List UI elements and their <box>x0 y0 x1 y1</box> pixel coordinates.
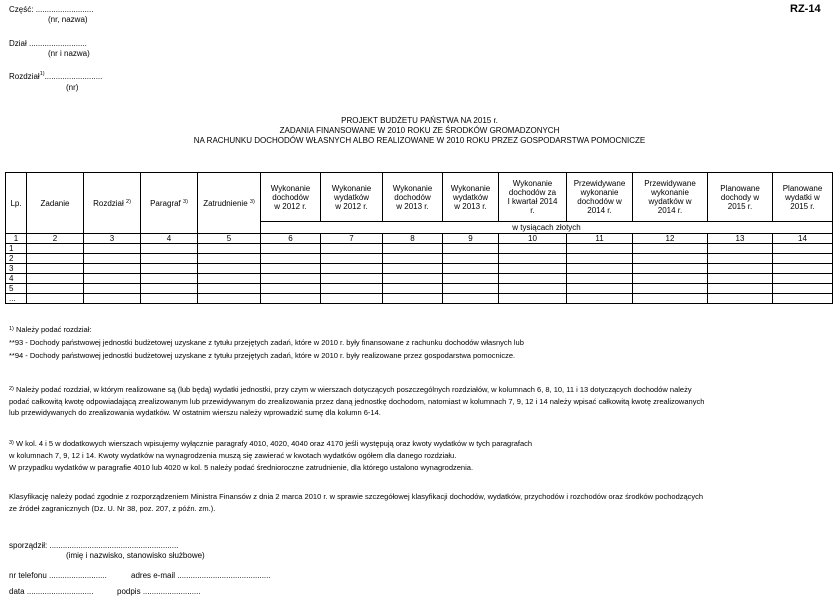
dzial-dots: .......................... <box>29 39 87 48</box>
table-cell[interactable] <box>443 284 499 294</box>
table-row <box>6 244 833 254</box>
table-row <box>6 264 833 274</box>
table-cell[interactable] <box>84 274 141 284</box>
dzial-label: Dział <box>9 39 27 48</box>
rozdzial-hint: (nr) <box>66 83 79 92</box>
col-number: 2 <box>27 234 84 244</box>
table-cell[interactable] <box>383 254 443 264</box>
table-cell[interactable] <box>84 264 141 274</box>
table-cell[interactable] <box>633 294 708 304</box>
table-cell[interactable] <box>633 264 708 274</box>
table-cell[interactable] <box>633 284 708 294</box>
note-3-line-1: $^{3)}$ W kol. 4 i 5 w dodatkowych wierszach wpisujemy wyłącznie paragrafy 4010, 4020, 4040 oraz 4170 jeśli występują oraz kwoty wydatków w tych paragrafach <box>9 439 533 448</box>
telefon-dots: .......................... <box>49 571 107 580</box>
table-cell[interactable] <box>633 274 708 284</box>
table-cell[interactable] <box>708 264 773 274</box>
col-number: 5 <box>198 234 261 244</box>
table-cell[interactable] <box>383 274 443 284</box>
col-header-zatrudnienie: Zatrudnienie $^{3)}$ <box>198 173 261 234</box>
table-cell[interactable] <box>633 254 708 264</box>
table-cell[interactable] <box>198 244 261 254</box>
table-row <box>6 284 833 294</box>
table-cell[interactable] <box>567 254 633 264</box>
podpis-dots: .......................... <box>142 587 201 596</box>
table-cell[interactable] <box>383 294 443 304</box>
row-number: 3 <box>6 264 27 274</box>
table-cell[interactable] <box>443 294 499 304</box>
table-cell[interactable] <box>198 274 261 284</box>
table-cell[interactable] <box>383 244 443 254</box>
sporzadzil-label: sporządził: <box>9 541 48 550</box>
col-number: 1 <box>6 234 27 244</box>
col-header-14: Planowane wydatki w 2015 r. <box>773 173 833 222</box>
podpis-field[interactable] <box>117 587 201 596</box>
table-cell[interactable] <box>141 254 198 264</box>
table-cell[interactable] <box>84 294 141 304</box>
table-cell[interactable] <box>27 274 84 284</box>
table-cell[interactable] <box>567 274 633 284</box>
table-cell[interactable] <box>708 244 773 254</box>
table-cell[interactable] <box>141 244 198 254</box>
row-number: ... <box>6 294 27 304</box>
table-cell[interactable] <box>141 264 198 274</box>
table-cell[interactable] <box>27 244 84 254</box>
col-number: 6 <box>261 234 321 244</box>
note-2-line-2: podać całkowitą kwotę odpowiadającą zrealizowanym lub przewidywanym do zrealizowania przez daną jednostkę dochodom, natomiast w kolumnach 7, 9, 12 i 14 należy wpisać całkowitą kwotę zrealizowanych <box>9 397 705 406</box>
data-field[interactable] <box>9 587 94 596</box>
rozdzial-label: Rozdział <box>9 72 40 81</box>
note-3-line-2: w kolumnach 7, 9, 12 i 14. Kwoty wydatków na wynagrodzenia muszą się zawierać w kwotach wydatków ogółem dla danego rozdziału. <box>9 451 457 460</box>
col-number: 10 <box>499 234 567 244</box>
table-cell[interactable] <box>321 284 383 294</box>
table-cell[interactable] <box>499 274 567 284</box>
col-header-12: Przewidywane wykonanie wydatków w 2014 r. <box>633 173 708 222</box>
table-cell[interactable] <box>708 274 773 284</box>
unit-label: w tysiącach złotych <box>261 222 833 234</box>
table-cell[interactable] <box>708 294 773 304</box>
table-row <box>6 254 833 264</box>
table-cell[interactable] <box>773 274 833 284</box>
table-cell[interactable] <box>383 284 443 294</box>
table-cell[interactable] <box>84 244 141 254</box>
table-cell[interactable] <box>499 254 567 264</box>
table-cell[interactable] <box>84 254 141 264</box>
col-number: 9 <box>443 234 499 244</box>
col-header-10: Wykonanie dochodów za I kwartał 2014 r. <box>499 173 567 222</box>
col-header-9: Wykonanie wydatków w 2013 r. <box>443 173 499 222</box>
form-code: RZ-14 <box>790 3 821 15</box>
email-label: adres e-mail <box>131 571 176 580</box>
table-cell[interactable] <box>198 264 261 274</box>
table-cell[interactable] <box>198 294 261 304</box>
col-header-6: Wykonanie dochodów w 2012 r. <box>261 173 321 222</box>
rozdzial-dots: .......................... <box>44 72 103 81</box>
table-cell[interactable] <box>773 244 833 254</box>
czesc-hint: (nr, nazwa) <box>48 15 88 24</box>
table-row <box>6 274 833 284</box>
table-cell[interactable] <box>567 284 633 294</box>
table-cell[interactable] <box>499 294 567 304</box>
row-number: 5 <box>6 284 27 294</box>
table-cell[interactable] <box>443 264 499 274</box>
row-number: 2 <box>6 254 27 264</box>
czesc-label: Część: <box>9 5 34 14</box>
table-cell[interactable] <box>261 294 321 304</box>
klasyfikacja-line-1: Klasyfikację należy podać zgodnie z rozporządzeniem Ministra Finansów z dnia 2 marca 2010 r. w sprawie szczegółowej klasyfikacji dochodów, wydatków, przychodów i rozchodów oraz środków pochodzących <box>9 492 704 501</box>
table-cell[interactable] <box>261 274 321 284</box>
data-dots: .............................. <box>26 587 94 596</box>
col-header-13: Planowane dochody w 2015 r. <box>708 173 773 222</box>
col-header-rozdzial: Rozdział $^{2)}$ <box>84 173 141 234</box>
col-number: 7 <box>321 234 383 244</box>
table-cell[interactable] <box>499 284 567 294</box>
row-number: 4 <box>6 274 27 284</box>
table-row <box>6 294 833 304</box>
table-cell[interactable] <box>708 254 773 264</box>
table-cell[interactable] <box>383 264 443 274</box>
table-cell[interactable] <box>567 294 633 304</box>
title-line-2: ZADANIA FINANSOWANE W 2010 ROKU ZE ŚRODKÓW GROMADZONYCH <box>279 126 560 135</box>
table-cell[interactable] <box>567 244 633 254</box>
note-1-b: **94 - Dochody państwowej jednostki budżetowej uzyskane z tytułu przejętych zadań, które w 2010 r. były realizowane przez gospodarstwa pomocnicze. <box>9 351 516 360</box>
title-line-1: PROJEKT BUDŻETU PAŃSTWA NA 2015 r. <box>341 116 498 125</box>
table-cell[interactable] <box>773 254 833 264</box>
table-cell[interactable] <box>567 264 633 274</box>
rozdzial-field[interactable] <box>9 72 102 81</box>
rozdzial-sup: 1) <box>39 71 45 77</box>
col-header-lp: Lp. <box>6 173 27 234</box>
col-number: 11 <box>567 234 633 244</box>
table-cell[interactable] <box>321 254 383 264</box>
table-cell[interactable] <box>27 254 84 264</box>
table-cell[interactable] <box>633 244 708 254</box>
sporzadzil-field[interactable] <box>9 541 178 550</box>
note-3-line-3: W przypadku wydatków w paragrafie 4010 lub 4020 w kol. 5 należy podać średnioroczne zatrudnienie, dla którego ustalono wynagrodzenia. <box>9 463 474 472</box>
czesc-field[interactable] <box>9 5 93 14</box>
table-cell[interactable] <box>773 294 833 304</box>
table-cell[interactable] <box>198 254 261 264</box>
col-number: 13 <box>708 234 773 244</box>
col-header-paragraf: Paragraf $^{3)}$ <box>141 173 198 234</box>
table-cell[interactable] <box>321 244 383 254</box>
table-cell[interactable] <box>321 294 383 304</box>
table-cell[interactable] <box>773 264 833 274</box>
table-cell[interactable] <box>198 284 261 294</box>
table-cell[interactable] <box>773 284 833 294</box>
table-cell[interactable] <box>27 284 84 294</box>
col-number: 12 <box>633 234 708 244</box>
sporzadzil-dots: .......................................................... <box>49 541 179 550</box>
table-cell[interactable] <box>443 244 499 254</box>
data-label: data <box>9 587 25 596</box>
title-line-3: NA RACHUNKU DOCHODÓW WŁASNYCH ALBO REALIZOWANE W 2010 ROKU PRZEZ GOSPODARSTWA POMOCNICZE <box>193 136 646 145</box>
col-header-7: Wykonanie wydatków w 2012 r. <box>321 173 383 222</box>
col-number: 3 <box>84 234 141 244</box>
table-cell[interactable] <box>499 264 567 274</box>
telefon-label: nr telefonu <box>9 571 47 580</box>
podpis-label: podpis <box>117 587 141 596</box>
col-number: 4 <box>141 234 198 244</box>
col-header-11: Przewidywane wykonanie dochodów w 2014 r. <box>567 173 633 222</box>
note-2-line-1: $^{2)}$ Należy podać rozdział, w którym realizowane są (lub będą) wydatki jednostki, przy czym w wierszach dotyczących poszczególnych rozdziałów, w kolumnach 6, 8, 10, 11 i 13 dotyczących dochodów należy <box>9 385 692 394</box>
sporzadzil-hint: (imię i nazwisko, stanowisko służbowe) <box>66 551 205 560</box>
table-cell[interactable] <box>27 264 84 274</box>
dzial-hint: (nr i nazwa) <box>48 49 90 58</box>
col-header-zadanie: Zadanie <box>27 173 84 234</box>
table-cell[interactable] <box>321 274 383 284</box>
table-cell[interactable] <box>261 254 321 264</box>
row-number: 1 <box>6 244 27 254</box>
email-field[interactable] <box>131 571 271 580</box>
col-number: 14 <box>773 234 833 244</box>
note-1-head: $^{1)}$ Należy podać rozdział: <box>9 325 92 334</box>
table-cell[interactable] <box>443 254 499 264</box>
note-1-a: **93 - Dochody państwowej jednostki budżetowej uzyskane z tytułu przejętych zadań, które w 2010 r. były finansowane z rachunku dochodów własnych lub <box>9 338 524 347</box>
email-dots: .......................................... <box>177 571 271 580</box>
table-cell[interactable] <box>27 294 84 304</box>
table-cell[interactable] <box>499 244 567 254</box>
table-cell[interactable] <box>141 274 198 284</box>
dzial-field[interactable] <box>9 39 87 48</box>
table-cell[interactable] <box>708 284 773 294</box>
note-2-line-3: lub przewidywanych do zrealizowania wydatków. W ostatnim wierszu należy wprowadzić sumę dla kolumn 6-14. <box>9 408 381 417</box>
table-cell[interactable] <box>261 244 321 254</box>
table-cell[interactable] <box>141 284 198 294</box>
table-cell[interactable] <box>84 284 141 294</box>
table-cell[interactable] <box>443 274 499 284</box>
klasyfikacja-line-2: ze źródeł zagranicznych (Dz. U. Nr 38, poz. 207, z późn. zm.). <box>9 504 216 513</box>
table-cell[interactable] <box>321 264 383 274</box>
table-cell[interactable] <box>261 264 321 274</box>
budget-table <box>5 172 833 304</box>
czesc-dots: .......................... <box>35 5 94 14</box>
table-cell[interactable] <box>261 284 321 294</box>
table-cell[interactable] <box>141 294 198 304</box>
col-number: 8 <box>383 234 443 244</box>
telefon-field[interactable] <box>9 571 107 580</box>
col-header-8: Wykonanie dochodów w 2013 r. <box>383 173 443 222</box>
